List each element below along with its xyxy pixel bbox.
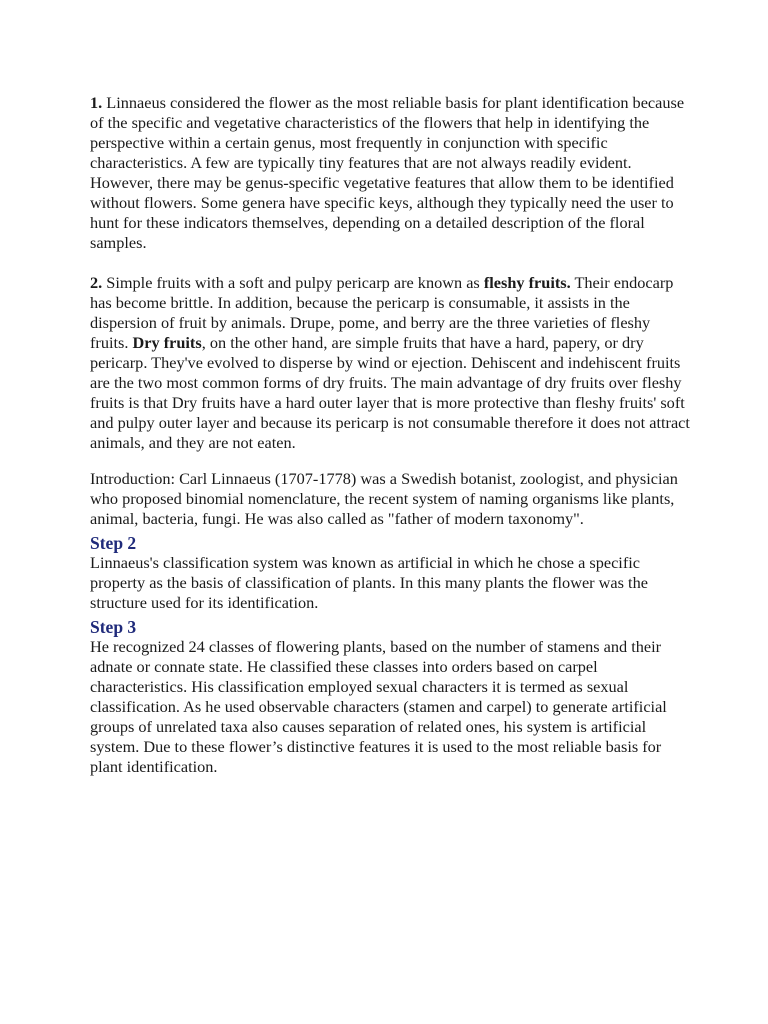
step-2-heading: Step 2 — [90, 533, 137, 553]
answer-2-paragraph — [90, 273, 690, 453]
answer-2-text-b: Their endocarp has become brittle. In addition, because the pericarp is consumable, it assists in the dispersion of fruit by animals. Drupe, pome, and berry are the three varieties of fleshy fruits. — [90, 273, 674, 352]
answer-1-text: Linnaeus considered the flower as the most reliable basis for plant identification because of the specific and vegetative characteristics of the flowers that help in identifying the perspective within a certain genus, most frequently in conjunction with specific characteristics. A few are typically tiny features that are not always readily evident. However, there may be genus-specific vegetative features that allow them to be identified without flowers. Some genera have specific keys, although they typically need the user to hunt for these indicators themselves, depending on a detailed description of the floral samples. — [90, 93, 685, 252]
answer-2-number: 2. — [90, 273, 103, 292]
answer-1-paragraph — [90, 93, 690, 253]
paragraph-spacer — [90, 253, 690, 273]
answer-2-text-a: Simple fruits with a soft and pulpy pericarp are known as — [102, 273, 484, 292]
answer-2-text-c: , on the other hand, are simple fruits that have a hard, papery, or dry pericarp. They've evolved to disperse by wind or ejection. Dehiscent and indehiscent fruits are the two most common forms of dry fruits. The main advantage of dry fruits over fleshy fruits is that Dry fruits have a hard outer layer that is more protective than fleshy fruits' soft and pulpy outer layer and because its pericarp is not consumable therefore it does not attract animals, and they are not eaten. — [90, 333, 690, 452]
step-2-paragraph: Linnaeus's classification system was known as artificial in which he chose a specific property as the basis of classification of plants. In this many plants the flower was the structure used for its identification. — [90, 553, 648, 612]
step-3-paragraph: He recognized 24 classes of flowering plants, based on the number of stamens and their adnate or connate state. He classified these classes into orders based on carpel characteristics. His classification employed sexual characters it is termed as sexual classification. As he used observable characters (stamen and carpel) to generate artificial groups of unrelated taxa also causes separation of related ones, his system is artificial system. Due to these flower’s distinctive features it is used to the most reliable basis for plant identification. — [90, 637, 667, 776]
paragraph-spacer — [90, 453, 690, 469]
document-page — [90, 93, 690, 777]
step-3-heading: Step 3 — [90, 617, 137, 637]
dry-fruits-term: Dry fruits — [132, 333, 202, 352]
answer-1-number: 1. — [90, 93, 103, 112]
introduction-paragraph: Introduction: Carl Linnaeus (1707-1778) was a Swedish botanist, zoologist, and physician who proposed binomial nomenclature, the recent system of naming organisms like plants, animal, bacteria, fungi. He was also called as "father of modern taxonomy". — [90, 469, 678, 528]
fleshy-fruits-term: fleshy fruits. — [483, 273, 571, 292]
